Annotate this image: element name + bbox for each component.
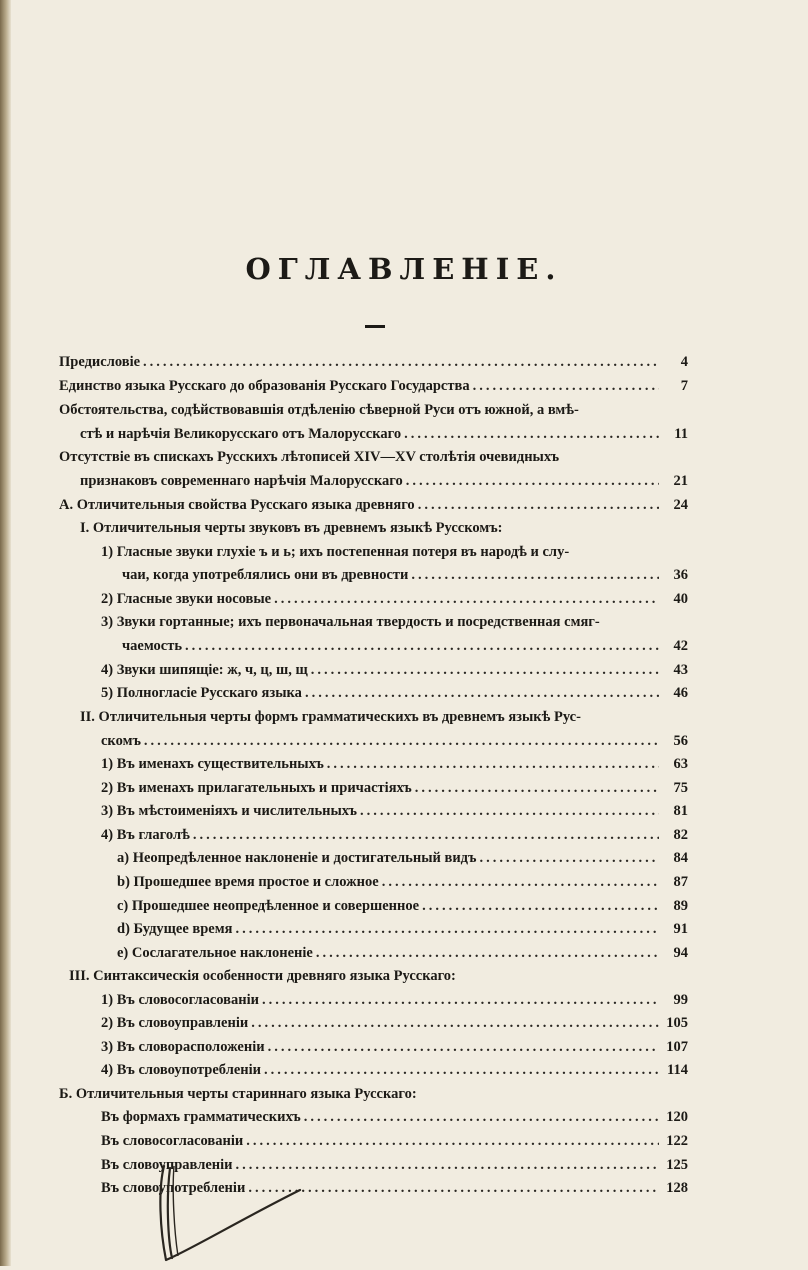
- toc-entry-page: 94: [673, 945, 688, 961]
- toc-entry: [101, 1015, 688, 1037]
- toc-entry-page: 125: [666, 1157, 688, 1173]
- toc-entry: [59, 354, 688, 376]
- toc-entry-page: 128: [666, 1180, 688, 1196]
- toc-entry-line: [101, 614, 690, 636]
- toc-entry-page: 82: [673, 827, 688, 843]
- toc-entry-page: 89: [673, 898, 688, 914]
- dot-leader: [235, 921, 659, 938]
- toc-entry-text: 2) Въ словоуправленіи: [101, 1015, 249, 1031]
- toc-entry-text: стѣ и нарѣчія Великорусскаго отъ Малорусскаго: [80, 426, 402, 442]
- toc-entry-page: 75: [673, 780, 688, 796]
- toc-entry: [117, 945, 688, 967]
- toc-entry-page: 43: [673, 662, 688, 678]
- toc-entry: [101, 803, 688, 825]
- toc-entry-text: 1) Гласные звуки глухіе ъ и ь; ихъ постепенная потеря въ народѣ и слу-: [101, 544, 570, 560]
- dot-leader: [304, 1109, 659, 1126]
- toc-entry-page: 84: [673, 850, 688, 866]
- toc-entry: [101, 733, 688, 755]
- dot-leader: [143, 354, 659, 371]
- toc-entry: [59, 378, 688, 400]
- toc-entry-text: чаемость: [122, 638, 183, 654]
- dot-leader: [274, 591, 659, 608]
- toc-section-heading: [80, 520, 690, 542]
- toc-entry-page: 105: [666, 1015, 688, 1031]
- toc-entry-text: a) Неопредѣленное наклоненіе и достигательный видъ: [117, 850, 477, 866]
- toc-entry-page: 120: [666, 1109, 688, 1125]
- handwritten-flourish: [150, 1160, 310, 1270]
- page-title: ОГЛАВЛЕНІЕ.: [245, 252, 563, 286]
- toc-entry: [117, 874, 688, 896]
- toc-section-heading: [59, 1086, 690, 1108]
- toc-entry: [101, 662, 688, 684]
- toc-entry-page: 114: [667, 1062, 688, 1078]
- dot-leader: [404, 426, 659, 443]
- toc-section-heading: [69, 968, 690, 990]
- toc-entry-page: 11: [674, 426, 688, 442]
- toc-entry-page: 87: [673, 874, 688, 890]
- dot-leader: [262, 992, 659, 1009]
- dot-leader: [246, 1133, 659, 1150]
- dot-leader: [264, 1062, 659, 1079]
- dot-leader: [406, 473, 659, 490]
- toc-entry: [101, 992, 688, 1014]
- toc-entry: [101, 1109, 688, 1131]
- toc-entry-page: 36: [673, 567, 688, 583]
- toc-entry-text: c) Прошедшее неопредѣленное и совершенное: [117, 898, 420, 914]
- toc-entry-text: e) Сослагательное наклоненіе: [117, 945, 313, 961]
- toc-entry-page: 63: [673, 756, 688, 772]
- toc-entry: [117, 898, 688, 920]
- toc-entry-line: [59, 449, 690, 471]
- toc-entry-text: Въ формахъ грамматическихъ: [101, 1109, 301, 1125]
- toc-entry-page: 4: [680, 354, 688, 370]
- dot-leader: [418, 497, 659, 514]
- toc-entry-text: Единство языка Русскаго до образованія Русскаго Государства: [59, 378, 470, 394]
- toc-entry-text: 1) Въ словосогласованіи: [101, 992, 259, 1008]
- toc-entry-text: 3) Въ мѣстоименіяхъ и числительныхъ: [101, 803, 357, 819]
- toc-entry: [101, 591, 688, 613]
- toc-entry-text: 4) Въ словоупотребленіи: [101, 1062, 262, 1078]
- toc-entry-text: b) Прошедшее время простое и сложное: [117, 874, 379, 890]
- toc-entry: [80, 426, 688, 448]
- toc-entry-page: 91: [673, 921, 688, 937]
- toc-entry-page: 122: [666, 1133, 688, 1149]
- toc-entry-text: Обстоятельства, содѣйствовавшія отдѣленію сѣверной Руси отъ южной, а вмѣ-: [59, 402, 579, 418]
- toc-entry: [59, 497, 688, 519]
- toc-entry: [101, 685, 688, 707]
- toc-entry-text: Б. Отличительныя черты стариннаго языка Русскаго:: [59, 1086, 417, 1102]
- toc-entry: [101, 1039, 688, 1061]
- dot-leader: [415, 780, 659, 797]
- toc-entry-page: 24: [673, 497, 688, 513]
- toc-entry: [117, 921, 688, 943]
- toc-entry: [101, 827, 688, 849]
- toc-entry: [101, 780, 688, 802]
- toc-entry-line: [59, 402, 690, 424]
- dot-leader: [311, 662, 659, 679]
- toc-entry-text: чаи, когда употреблялись они въ древности: [122, 567, 409, 583]
- dot-leader: [268, 1039, 659, 1056]
- dot-leader: [316, 945, 659, 962]
- toc-entry-text: I. Отличительныя черты звуковъ въ древнемъ языкѣ Русскомъ:: [80, 520, 503, 536]
- toc-entry-page: 42: [673, 638, 688, 654]
- dot-leader: [193, 827, 659, 844]
- toc-entry-page: 56: [673, 733, 688, 749]
- toc-entry-text: 3) Въ словорасположеніи: [101, 1039, 265, 1055]
- toc-entry: [117, 850, 688, 872]
- toc-entry-text: 3) Звуки гортанные; ихъ первоначальная твердость и посредственная смяг-: [101, 614, 600, 630]
- toc-entry-text: 5) Полногласіе Русскаго языка: [101, 685, 302, 701]
- dot-leader: [144, 733, 659, 750]
- toc-entry-text: признаковъ современнаго нарѣчія Малорусскаго: [80, 473, 403, 489]
- dot-leader: [305, 685, 659, 702]
- toc-entry: [122, 567, 688, 589]
- toc-entry-text: Предисловіе: [59, 354, 141, 370]
- toc-entry-page: 107: [666, 1039, 688, 1055]
- toc-entry-text: III. Синтаксическія особенности древняго языка Русскаго:: [69, 968, 456, 984]
- toc-section-heading: [80, 709, 690, 731]
- dot-leader: [382, 874, 659, 891]
- toc-entry: [101, 1062, 688, 1084]
- toc-entry-line: [101, 544, 690, 566]
- toc-entry: [122, 638, 688, 660]
- toc-entry-page: 21: [673, 473, 688, 489]
- toc-entry-text: 4) Звуки шипящіе: ж, ч, ц, ш, щ: [101, 662, 308, 678]
- dot-leader: [479, 850, 659, 867]
- toc-entry: [80, 473, 688, 495]
- dot-leader: [251, 1015, 659, 1032]
- dot-leader: [422, 898, 659, 915]
- title-divider: [365, 325, 385, 328]
- toc-entry-text: 2) Въ именахъ прилагательныхъ и причастіяхъ: [101, 780, 412, 796]
- toc-entry-text: А. Отличительныя свойства Русскаго языка древняго: [59, 497, 415, 513]
- toc-entry: [101, 1133, 688, 1155]
- toc-entry-text: Въ словоуправленіи: [101, 1157, 233, 1173]
- toc-entry-text: II. Отличительныя черты формъ грамматическихъ въ древнемъ языкѣ Рус-: [80, 709, 581, 725]
- toc-entry-page: 40: [673, 591, 688, 607]
- toc-entry: [101, 756, 688, 778]
- toc-entry-page: 81: [673, 803, 688, 819]
- dot-leader: [327, 756, 659, 773]
- toc-entry-page: 7: [680, 378, 688, 394]
- toc-entry-text: 2) Гласные звуки носовые: [101, 591, 272, 607]
- dot-leader: [411, 567, 659, 584]
- toc-entry-text: скомъ: [101, 733, 141, 749]
- toc-entry-text: Отсутствіе въ спискахъ Русскихъ лѣтописей XIV—XV столѣтія очевидныхъ: [59, 449, 560, 465]
- dot-leader: [360, 803, 659, 820]
- toc-entry-text: d) Будущее время: [117, 921, 233, 937]
- dot-leader: [185, 638, 659, 655]
- dot-leader: [473, 378, 659, 395]
- toc-entry-text: Въ словосогласованіи: [101, 1133, 244, 1149]
- toc-entry-text: 1) Въ именахъ существительныхъ: [101, 756, 324, 772]
- toc-entry-page: 46: [673, 685, 688, 701]
- toc-entry-text: 4) Въ глаголѣ: [101, 827, 190, 843]
- toc-entry-page: 99: [673, 992, 688, 1008]
- toc-entry-text: Въ словоупотребленіи: [101, 1180, 246, 1196]
